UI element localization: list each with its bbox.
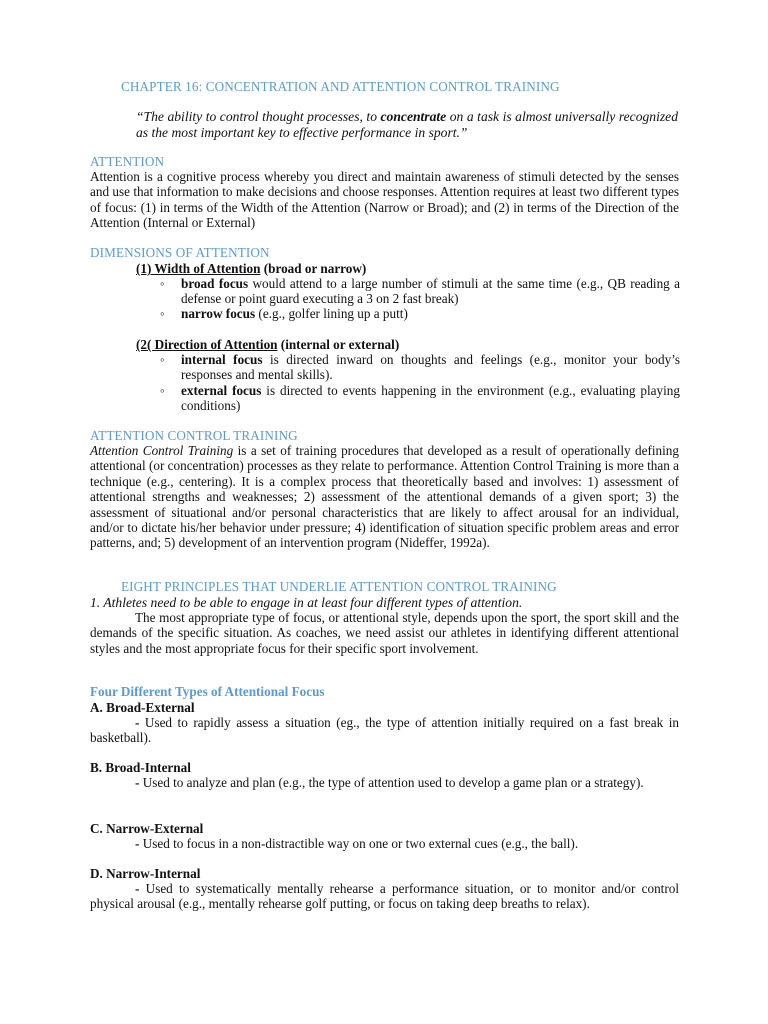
- opening-quote: [136, 109, 678, 140]
- width-subheading: [136, 261, 366, 276]
- width-subheading-underlined: (1) Width of Attention: [136, 261, 261, 276]
- bullet-icon: ◦: [160, 276, 165, 291]
- dash: -: [135, 881, 146, 896]
- list-item: [160, 276, 680, 307]
- dash: -: [135, 715, 145, 730]
- list-item-text: is directed to events happening in the environment (e.g., evaluating playing conditions): [181, 383, 680, 414]
- type-title: D. Narrow-Internal: [90, 866, 201, 881]
- act-body: [90, 443, 679, 551]
- act-italic-lead: Attention Control Training: [90, 443, 234, 458]
- chapter-title: CHAPTER 16: CONCENTRATION AND ATTENTION CONTROL TRAINING: [121, 79, 560, 94]
- list-item-term: narrow focus: [181, 306, 256, 321]
- type-description: [90, 715, 679, 746]
- list-item: [160, 306, 680, 321]
- types-heading: Four Different Types of Attentional Focus: [90, 684, 325, 699]
- list-item: [160, 352, 680, 383]
- list-item-term: broad focus: [181, 276, 249, 291]
- type-title: C. Narrow-External: [90, 821, 204, 836]
- type-description-text: Used to rapidly assess a situation (eg., the type of attention initially required on a fast break in basketball).: [90, 715, 679, 746]
- act-body-text: is a set of training procedures that developed as a result of operationally defining attentional (or concentration) processes as they relate to performance. Attention Control Training is more than a technique (e.g., centering). It is a complex process that theoretically based and involves: 1) assessment of attentional strengths and weaknesses; 2) assessment of the attentional demands of a given sport; 3) the assessment of situational and/or personal characteristics that are likely to affect arousal for an individual, and/or to dictate his/her behavior under pressure; 4) identification of situation specific problem areas and error patterns, and; 5) development of an intervention program (Nideffer, 1992a).: [90, 443, 679, 551]
- bullet-icon: ◦: [160, 352, 165, 367]
- list-item-term: external focus: [181, 383, 262, 398]
- dash: -: [135, 775, 143, 790]
- principles-body: The most appropriate type of focus, or attentional style, depends upon the sport, the sport skill and the demands of the specific situation. As coaches, we need assist our athletes in identifying different attentional styles and the most appropriate focus for their specific sport involvement.: [90, 610, 679, 656]
- bullet-icon: ◦: [160, 306, 165, 321]
- direction-subheading-rest: (internal or external): [277, 337, 400, 352]
- attention-heading: ATTENTION: [90, 154, 165, 169]
- type-description: [90, 881, 679, 912]
- dimensions-heading: DIMENSIONS OF ATTENTION: [90, 245, 270, 260]
- type-title: A. Broad-External: [90, 700, 195, 715]
- quote-text-start: “The ability to control thought processes, to: [136, 109, 381, 124]
- direction-subheading: [136, 337, 399, 352]
- type-title: B. Broad-Internal: [90, 760, 191, 775]
- quote-bold-word: concentrate: [380, 109, 447, 124]
- direction-subheading-underlined: (2( Direction of Attention: [136, 337, 278, 352]
- width-subheading-rest: (broad or narrow): [260, 261, 367, 276]
- act-heading: ATTENTION CONTROL TRAINING: [90, 428, 298, 443]
- list-item-text: is directed inward on thoughts and feelings (e.g., monitor your body’s responses and mental skills).: [181, 352, 680, 383]
- attention-body: Attention is a cognitive process whereby you direct and maintain awareness of stimuli detected by the senses and use that information to make decisions and choose responses. Attention requires at least two different types of focus: (1) in terms of the Width of the Attention (Narrow or Broad); and (2) in terms of the Direction of the Attention (Internal or External): [90, 169, 679, 231]
- quote-text-end: on a task is almost universally recognized as the most important key to effective performance in sport.”: [136, 109, 678, 140]
- type-description: [90, 775, 679, 790]
- list-item-text: (e.g., golfer lining up a putt): [255, 306, 408, 321]
- list-item: [160, 383, 680, 414]
- principle-one: 1. Athletes need to be able to engage in at least four different types of attention.: [90, 595, 523, 610]
- list-item-term: internal focus: [181, 352, 263, 367]
- list-item-text: would attend to a large number of stimuli at the same time (e.g., QB reading a defense or point guard executing a 3 on 2 fast break): [181, 276, 681, 307]
- type-description: [90, 836, 679, 851]
- dash: -: [135, 836, 143, 851]
- bullet-icon: ◦: [160, 383, 165, 398]
- type-description-text: Used to analyze and plan (e.g., the type of attention used to develop a game plan or a strategy).: [142, 775, 644, 790]
- type-description-text: Used to systematically mentally rehearse a performance situation, or to monitor and/or control physical arousal (e.g., mentally rehearse golf putting, or focus on taking deep breaths to relax).: [90, 881, 679, 912]
- type-description-text: Used to focus in a non-distractible way on one or two external cues (e.g., the ball).: [142, 836, 579, 851]
- principles-heading: EIGHT PRINCIPLES THAT UNDERLIE ATTENTION CONTROL TRAINING: [121, 579, 557, 594]
